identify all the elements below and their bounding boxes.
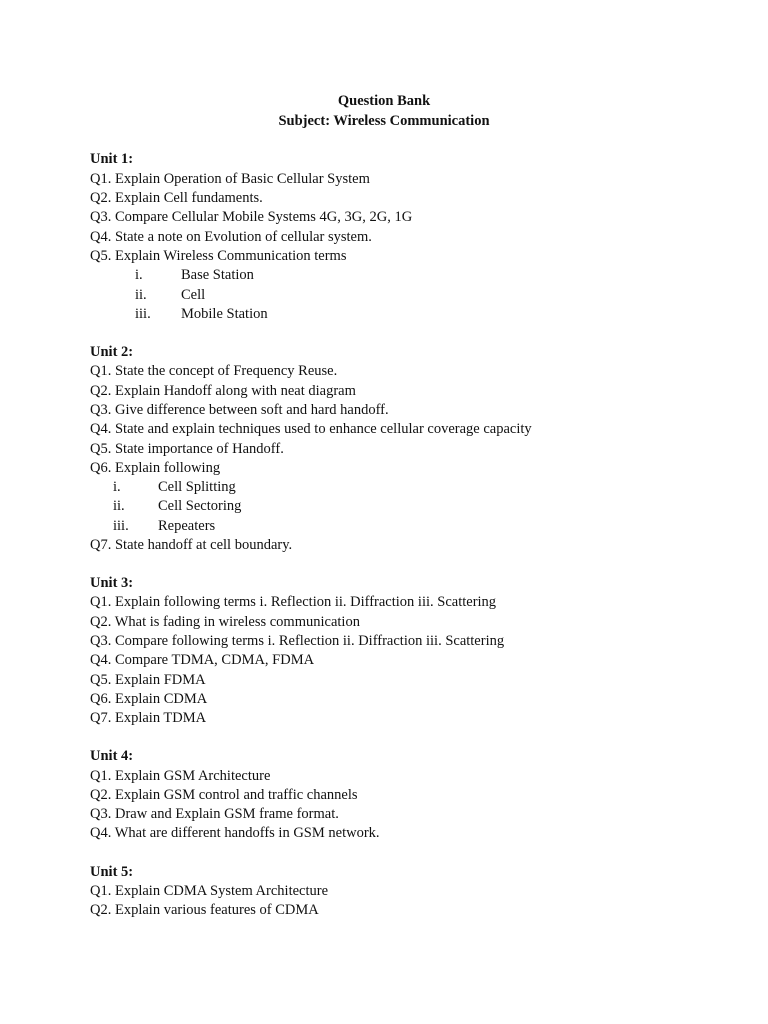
unit-3-question: Q5. Explain FDMA [90, 672, 206, 688]
document-subject: Subject: Wireless Communication [278, 113, 490, 129]
unit-2-question: Q5. State importance of Handoff. [90, 441, 284, 457]
unit-1-subitem-number: i. [135, 267, 143, 283]
unit-1-question: Q1. Explain Operation of Basic Cellular System [90, 171, 370, 187]
unit-2-question: Q4. State and explain techniques used to enhance cellular coverage capacity [90, 421, 532, 437]
unit-2-subitem-number: ii. [113, 498, 125, 514]
unit-1-subitem-number: ii. [135, 287, 147, 303]
unit-4-question: Q1. Explain GSM Architecture [90, 768, 271, 784]
unit-4-question: Q3. Draw and Explain GSM frame format. [90, 806, 339, 822]
unit-1-subitem-text: Base Station [181, 267, 254, 283]
unit-2-subitem-number: i. [113, 479, 121, 495]
unit-3-question: Q2. What is fading in wireless communication [90, 614, 360, 630]
unit-4-heading: Unit 4: [90, 748, 134, 764]
unit-3-question: Q4. Compare TDMA, CDMA, FDMA [90, 652, 315, 668]
unit-5-question: Q2. Explain various features of CDMA [90, 902, 319, 918]
unit-2-subitem-text: Cell Splitting [158, 479, 236, 495]
unit-1-question: Q4. State a note on Evolution of cellular system. [90, 229, 372, 245]
unit-2-subitem-number: iii. [113, 518, 129, 534]
unit-1-subitem-text: Mobile Station [181, 306, 268, 322]
unit-3-question: Q7. Explain TDMA [90, 710, 207, 726]
unit-1-subitem-text: Cell [181, 287, 206, 303]
unit-4-question: Q4. What are different handoffs in GSM network. [90, 825, 380, 841]
document-title: Question Bank [337, 93, 431, 109]
unit-2-subitem-text: Cell Sectoring [158, 498, 242, 514]
unit-2-subitem-text: Repeaters [158, 518, 216, 534]
unit-3-heading: Unit 3: [90, 575, 134, 591]
unit-1-subitem-number: iii. [135, 306, 151, 322]
unit-5-heading: Unit 5: [90, 864, 134, 880]
unit-3-question: Q6. Explain CDMA [90, 691, 208, 707]
unit-5-question: Q1. Explain CDMA System Architecture [90, 883, 329, 899]
unit-2-heading: Unit 2: [90, 344, 134, 360]
unit-3-question: Q1. Explain following terms i. Reflection ii. Diffraction iii. Scattering [90, 594, 497, 610]
unit-1-question: Q2. Explain Cell fundaments. [90, 190, 263, 206]
unit-2-question: Q3. Give difference between soft and hard handoff. [90, 402, 389, 418]
unit-3-question: Q3. Compare following terms i. Reflection ii. Diffraction iii. Scattering [90, 633, 505, 649]
unit-2-question: Q6. Explain following [90, 460, 221, 476]
unit-2-question: Q7. State handoff at cell boundary. [90, 537, 293, 553]
unit-1-heading: Unit 1: [90, 151, 134, 167]
unit-2-question: Q2. Explain Handoff along with neat diagram [90, 383, 356, 399]
unit-1-question: Q3. Compare Cellular Mobile Systems 4G, 3G, 2G, 1G [90, 209, 413, 225]
unit-1-question: Q5. Explain Wireless Communication terms [90, 248, 347, 264]
unit-4-question: Q2. Explain GSM control and traffic channels [90, 787, 358, 803]
unit-2-question: Q1. State the concept of Frequency Reuse. [90, 363, 338, 379]
